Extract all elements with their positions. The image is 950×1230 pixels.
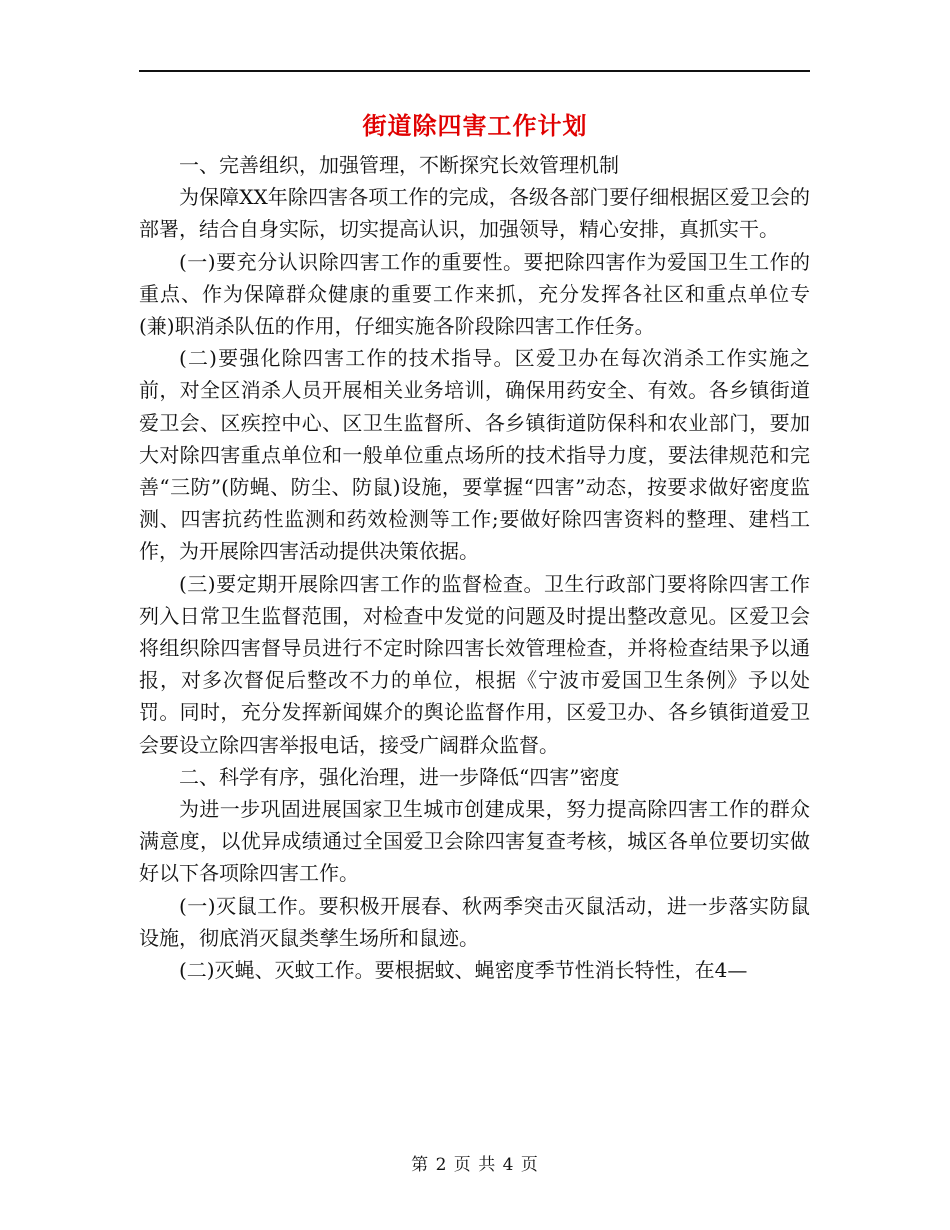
document-body bbox=[139, 149, 810, 986]
paragraph-intro: 为保障XX年除四害各项工作的完成，各级各部门要仔细根据区爱卫会的部署，结合自身实际，切实提高认识，加强领导，精心安排，真抓实干。 bbox=[139, 185, 810, 242]
paragraph-section-2-intro: 为进一步巩固进展国家卫生城市创建成果，努力提高除四害工作的群众满意度，以优异成绩通过全国爱卫会除四害复查考核，城区各单位要切实做好以下各项除四害工作。 bbox=[139, 797, 810, 886]
paragraph-item-1: (一)要充分认识除四害工作的重要性。要把除四害作为爱国卫生工作的重点、作为保障群众健康的重要工作来抓，充分发挥各社区和重点单位专(兼)职消杀队伍的作用，仔细实施各阶段除四害工作任务。 bbox=[139, 249, 810, 339]
document-title: 街道除四害工作计划 bbox=[362, 111, 588, 140]
paragraph-item-3: (三)要定期开展除四害工作的监督检查。卫生行政部门要将除四害工作列入日常卫生监督范围，对检查中发觉的问题及时提出整改意见。区爱卫会将组织除四害督导员进行不定时除四害长效管理检查，并将检查结果予以通报，对多次督促后整改不力的单位，根据《宁波市爱国卫生条例》予以处罚。同时，充分发挥新闻媒介的舆论监督作用，区爱卫办、各乡镇街道爱卫会要设立除四害举报电话，接受广阔群众监督。 bbox=[139, 571, 810, 757]
paragraph-item-2: (二)要强化除四害工作的技术指导。区爱卫办在每次消杀工作实施之前，对全区消杀人员开展相关业务培训，确保用药安全、有效。各乡镇街道爱卫会、区疾控中心、区卫生监督所、各乡镇街道防保科和农业部门，要加大对除四害重点单位和一般单位重点场所的技术指导力度，要法律规范和完善“三防”(防蝇、防尘、防鼠)设施，要掌握“四害”动态，按要求做好密度监测、四害抗药性监测和药效检测等工作;要做好除四害资料的整理、建档工作，为开展除四害活动提供决策依据。 bbox=[139, 346, 810, 564]
header-rule bbox=[139, 70, 810, 72]
section-heading-2: 二、科学有序，强化治理，进一步降低“四害”密度 bbox=[179, 764, 620, 789]
paragraph-rodent-control: (一)灭鼠工作。要积极开展春、秋两季突击灭鼠活动，进一步落实防鼠设施，彻底消灭鼠类孳生场所和鼠迹。 bbox=[139, 893, 810, 950]
section-heading-1: 一、完善组织，加强管理，不断探究长效管理机制 bbox=[179, 153, 619, 177]
page-footer bbox=[0, 1154, 950, 1176]
page-number: 第 2 页 共 4 页 bbox=[411, 1155, 539, 1175]
paragraph-fly-mosquito-control: (二)灭蝇、灭蚊工作。要根据蚊、蝇密度季节性消长特性，在4— bbox=[179, 958, 748, 983]
